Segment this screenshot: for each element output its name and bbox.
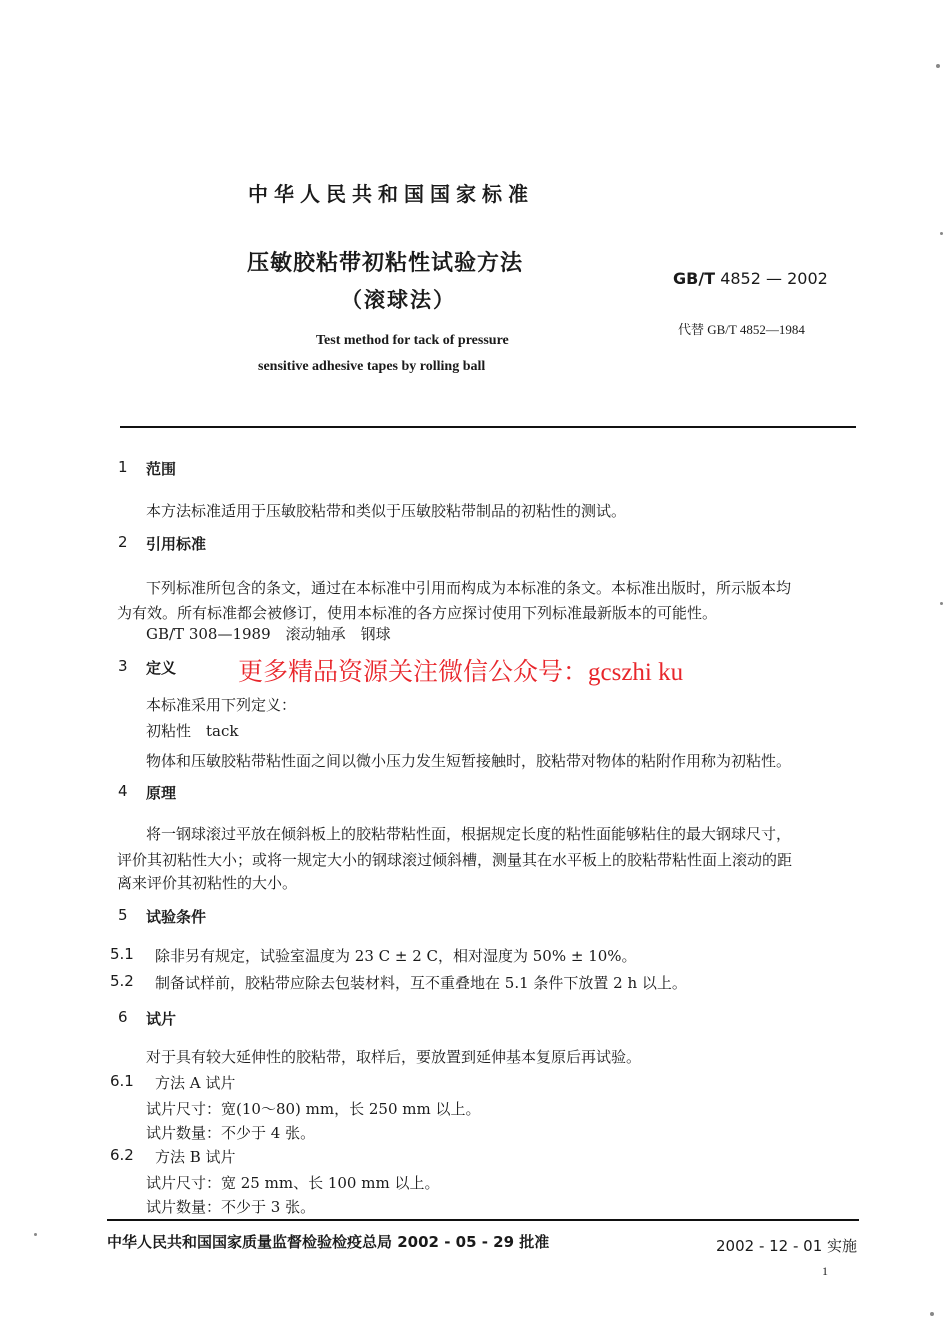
clause-6-1-quantity: 试片数量：不少于 4 张。: [146, 1124, 316, 1142]
clause-5-2-text: 制备试样前，胶粘带应除去包装材料，互不重叠地在 5.1 条件下放置 2 h 以上。: [155, 974, 687, 992]
clause-6-2-number: 6.2: [110, 1146, 134, 1164]
section-3-number: 3: [118, 657, 128, 675]
scan-speckle: [34, 1233, 37, 1236]
section-1-title: 范围: [146, 460, 177, 478]
scan-speckle: [936, 64, 940, 68]
clause-6-1-size: 试片尺寸：宽(10～80) mm，长 250 mm 以上。: [146, 1100, 481, 1118]
scan-speckle: [930, 1312, 934, 1316]
section-4-title: 原理: [146, 784, 177, 802]
replaces-standard: 代替 GB/T 4852—1984: [678, 322, 805, 337]
section-6-paragraph: 对于具有较大延伸性的胶粘带，取样后，要放置到延伸基本复原后再试验。: [146, 1048, 642, 1066]
section-1-paragraph: 本方法标准适用于压敏胶粘带和类似于压敏胶粘带制品的初粘性的测试。: [146, 502, 627, 520]
implementation-date: 2002 - 12 - 01 实施: [716, 1237, 858, 1255]
section-4-paragraph-line3: 离来评价其初粘性的大小。: [117, 874, 298, 892]
section-1-number: 1: [118, 458, 128, 476]
section-2-title: 引用标准: [146, 535, 207, 553]
clause-6-1-number: 6.1: [110, 1072, 134, 1090]
header-divider: [120, 426, 856, 428]
section-2-reference: GB/T 308—1989 滚动轴承 钢球: [146, 625, 391, 643]
page-number: 1: [822, 1264, 828, 1278]
document-title-en-line1: Test method for tack of pressure: [316, 333, 509, 348]
standard-number-value: 4852 — 2002: [720, 269, 828, 288]
clause-5-2-number: 5.2: [110, 972, 134, 990]
footer-divider: [107, 1219, 859, 1221]
section-5-number: 5: [118, 906, 128, 924]
national-standard-label: 中华人民共和国国家标准: [248, 182, 534, 206]
section-2-paragraph-line1: 下列标准所包含的条文，通过在本标准中引用而构成为本标准的条文。本标准出版时，所示版本均: [146, 579, 792, 597]
clause-5-1-number: 5.1: [110, 945, 134, 963]
section-4-paragraph-line1: 将一钢球滚过平放在倾斜板上的胶粘带粘性面，根据规定长度的粘性面能够粘住的最大钢球尺寸，: [146, 825, 792, 843]
standard-prefix: GB/T: [673, 269, 716, 288]
clause-6-1-title: 方法 A 试片: [155, 1074, 236, 1092]
scan-speckle: [940, 232, 943, 235]
clause-6-2-quantity: 试片数量：不少于 3 张。: [146, 1198, 316, 1216]
watermark-promo: 更多精品资源关注微信公众号：gcszhi ku: [238, 659, 684, 686]
section-4-number: 4: [118, 782, 128, 800]
document-subtitle-cn: （滚球法）: [341, 288, 456, 312]
section-3-title: 定义: [146, 659, 177, 677]
document-title-en-line2: sensitive adhesive tapes by rolling ball: [258, 359, 486, 374]
approval-line: 中华人民共和国国家质量监督检验检疫总局 2002 - 05 - 29 批准: [107, 1233, 550, 1251]
clause-6-2-title: 方法 B 试片: [155, 1148, 236, 1166]
document-title-cn: 压敏胶粘带初粘性试验方法: [247, 251, 524, 276]
section-5-title: 试验条件: [146, 908, 207, 926]
section-6-title: 试片: [146, 1010, 177, 1028]
section-3-intro: 本标准采用下列定义：: [146, 696, 297, 714]
clause-5-1-text: 除非另有规定，试验室温度为 23 C ± 2 C，相对湿度为 50% ± 10%。: [155, 947, 637, 965]
scan-speckle: [940, 602, 943, 605]
section-6-number: 6: [118, 1008, 128, 1026]
standard-number: [673, 269, 828, 288]
section-4-paragraph-line2: 评价其初粘性大小；或将一规定大小的钢球滚过倾斜槽，测量其在水平板上的胶粘带粘性面上滚动的距: [117, 851, 793, 869]
clause-6-2-size: 试片尺寸：宽 25 mm、长 100 mm 以上。: [146, 1174, 440, 1192]
section-3-term: 初粘性 tack: [146, 722, 239, 740]
section-2-number: 2: [118, 533, 128, 551]
section-2-paragraph-line2: 为有效。所有标准都会被修订，使用本标准的各方应探讨使用下列标准最新版本的可能性。: [117, 604, 718, 622]
section-3-definition: 物体和压敏胶粘带粘性面之间以微小压力发生短暂接触时，胶粘带对物体的粘附作用称为初粘性。: [146, 752, 792, 770]
